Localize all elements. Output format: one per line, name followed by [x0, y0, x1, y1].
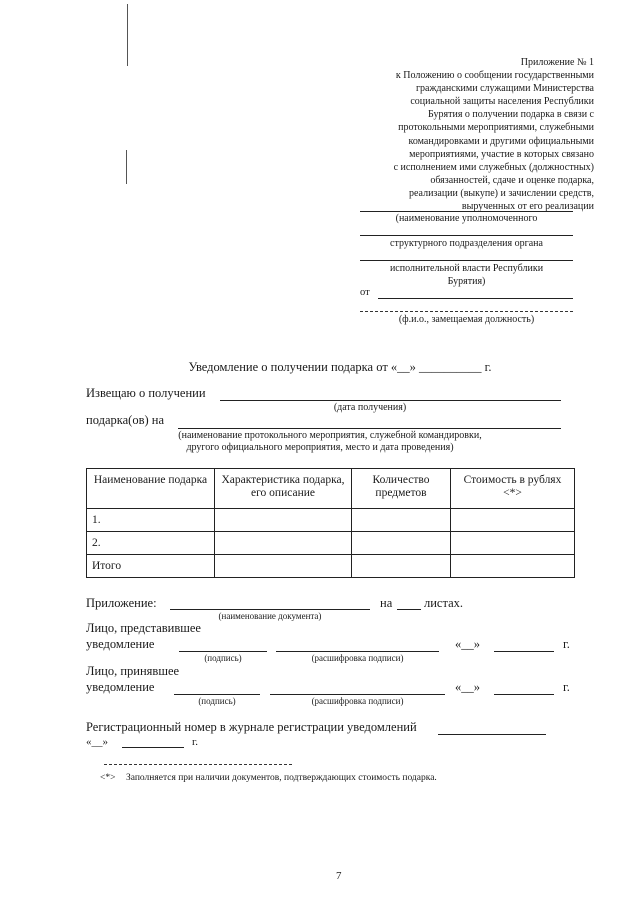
- registration-year: г.: [192, 736, 199, 748]
- from-line[interactable]: [378, 298, 573, 299]
- addressee-caption-1: (наименование уполномоченного: [395, 213, 538, 224]
- margin-line-top: [127, 4, 128, 66]
- registration-date-line[interactable]: [122, 747, 184, 748]
- submitter-decode-line[interactable]: [276, 651, 439, 652]
- addressee-caption-4: Бурятия): [447, 276, 486, 287]
- appendix-line: протокольными мероприятиями, служебными: [398, 122, 594, 134]
- table-cell[interactable]: [451, 532, 575, 555]
- receiver-year: г.: [563, 680, 570, 694]
- receiver-label-1: Лицо, принявшее: [86, 664, 180, 678]
- table-cell[interactable]: [215, 509, 352, 532]
- submitter-label-2: уведомление: [86, 637, 155, 651]
- from-label: от: [360, 287, 370, 298]
- receipt-date-caption: (дата получения): [333, 402, 407, 413]
- notice-heading: Уведомление о получении подарка от «__» __________ г.: [188, 360, 492, 374]
- footnote-marker: <*>: [100, 773, 116, 783]
- gifts-on-label: подарка(ов) на: [86, 413, 165, 427]
- table-cell[interactable]: [451, 555, 575, 578]
- appendix-line: командировками и другими официальными: [408, 135, 594, 147]
- footnote-separator: [104, 764, 292, 765]
- row-label: Итого: [87, 555, 215, 578]
- registration-date: «__»: [86, 736, 108, 748]
- receiver-sign-caption: (подпись): [198, 696, 236, 706]
- addressee-line-3[interactable]: [360, 260, 573, 261]
- appendix-line: гражданскими служащими Министерства: [415, 83, 594, 95]
- submitter-label-1: Лицо, представившее: [86, 621, 201, 635]
- table-header-row: [87, 469, 575, 509]
- attachment-doc-caption: (наименование документа): [218, 611, 322, 621]
- attachment-sheets: листах.: [424, 596, 464, 610]
- addressee-line-2[interactable]: [360, 235, 573, 236]
- appendix-line: Бурятия о получении подарка в связи с: [428, 109, 594, 121]
- row-label: 1.: [87, 509, 215, 532]
- appendix-line: к Положению о сообщении государственными: [395, 70, 594, 82]
- receiver-date: «__»: [455, 680, 480, 694]
- table-row: [87, 532, 575, 555]
- row-label: 2.: [87, 532, 215, 555]
- appendix-line: мероприятиями, участие в которых связано: [409, 148, 594, 160]
- attachment-label: Приложение:: [86, 596, 157, 610]
- table-cell[interactable]: [451, 509, 575, 532]
- page-number: 7: [336, 870, 342, 882]
- appendix-block: [354, 56, 594, 213]
- table-row: [87, 509, 575, 532]
- registration-label: Регистрационный номер в журнале регистрации уведомлений: [86, 720, 417, 734]
- event-caption-2: другого официального мероприятия, место и дата проведения): [186, 442, 454, 453]
- header-description: Характеристика подарка, его описание: [215, 469, 352, 509]
- receiver-decode-caption: (расшифровка подписи): [311, 696, 404, 706]
- submitter-sign-caption: (подпись): [204, 653, 242, 663]
- fio-caption: (ф.и.о., замещаемая должность): [398, 314, 535, 325]
- table-cell[interactable]: [352, 509, 451, 532]
- appendix-line: обязанностей, сдаче и оценке подарка,: [430, 174, 594, 186]
- gifts-table: [86, 468, 575, 578]
- receiver-decode-line[interactable]: [270, 694, 445, 695]
- appendix-line: реализации (выкупе) и зачислении средств,: [409, 187, 594, 199]
- table-cell[interactable]: [215, 532, 352, 555]
- appendix-line: с исполнением ими служебных (должностных): [393, 161, 594, 173]
- receipt-date-line[interactable]: [220, 400, 561, 401]
- table-cell[interactable]: [215, 555, 352, 578]
- receiver-label-2: уведомление: [86, 680, 155, 694]
- addressee-caption-3: исполнительной власти Республики: [389, 263, 544, 274]
- header-gift-name: Наименование подарка: [87, 469, 215, 509]
- addressee-caption-2: структурного подразделения органа: [390, 238, 543, 249]
- attachment-sheets-line[interactable]: [397, 609, 421, 610]
- table-cell[interactable]: [352, 532, 451, 555]
- registration-number-line[interactable]: [438, 734, 546, 735]
- header-price: Стоимость в рублях <*>: [451, 469, 575, 509]
- submitter-sign-line[interactable]: [179, 651, 267, 652]
- receiver-date-line[interactable]: [494, 694, 554, 695]
- event-caption-1: (наименование протокольного мероприятия, служебной командировки,: [178, 430, 482, 441]
- margin-line-bottom: [126, 150, 127, 184]
- table-cell[interactable]: [352, 555, 451, 578]
- notify-label: Извещаю о получении: [86, 386, 206, 400]
- receiver-sign-line[interactable]: [174, 694, 260, 695]
- appendix-line: вырученных от его реализации: [461, 201, 594, 213]
- submitter-date: «__»: [455, 637, 480, 651]
- attachment-doc-line[interactable]: [170, 609, 370, 610]
- event-line[interactable]: [178, 428, 561, 429]
- table-row: [87, 555, 575, 578]
- submitter-decode-caption: (расшифровка подписи): [311, 653, 404, 663]
- attachment-on: на: [380, 596, 393, 610]
- addressee-line-1[interactable]: [360, 211, 573, 212]
- header-quantity: Количество предметов: [352, 469, 451, 509]
- submitter-date-line[interactable]: [494, 651, 554, 652]
- appendix-title: Приложение № 1: [520, 57, 594, 68]
- submitter-year: г.: [563, 637, 570, 651]
- appendix-line: социальной защиты населения Республики: [410, 96, 594, 108]
- footnote-text: Заполняется при наличии документов, подтверждающих стоимость подарка.: [126, 773, 437, 783]
- fio-line[interactable]: [360, 311, 573, 312]
